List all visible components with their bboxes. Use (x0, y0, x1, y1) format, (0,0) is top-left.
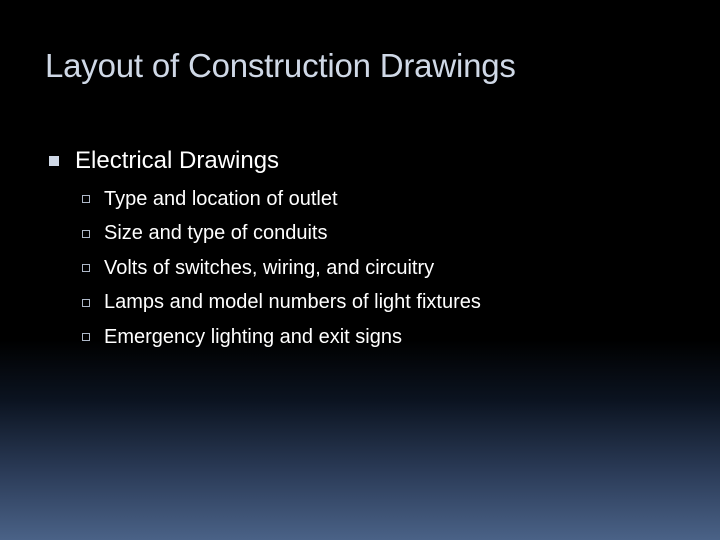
sub-bullet-text: Type and location of outlet (104, 187, 338, 210)
sub-bullet-text: Size and type of conduits (104, 222, 328, 245)
bullet-electrical-drawings (49, 144, 689, 178)
bullet-list (49, 144, 689, 355)
bullet-label: Electrical Drawings (75, 147, 280, 174)
sub-bullet-item (82, 286, 689, 321)
sub-bullet-text: Lamps and model numbers of light fixtures (104, 291, 481, 314)
sub-bullet-text: Volts of switches, wiring, and circuitry (104, 256, 435, 279)
hollow-square-bullet-icon (82, 230, 90, 238)
sub-bullet-item (82, 182, 689, 217)
slide-title: Layout of Construction Drawings (45, 47, 516, 84)
sub-bullet-item (82, 251, 689, 286)
sub-bullet-text: Emergency lighting and exit signs (104, 325, 402, 348)
hollow-square-bullet-icon (82, 195, 90, 203)
sub-bullet-item (82, 320, 689, 355)
hollow-square-bullet-icon (82, 299, 90, 307)
hollow-square-bullet-icon (82, 333, 90, 341)
sub-bullet-list (82, 182, 689, 355)
hollow-square-bullet-icon (82, 264, 90, 272)
sub-bullet-item (82, 217, 689, 252)
filled-square-bullet-icon (49, 156, 59, 166)
